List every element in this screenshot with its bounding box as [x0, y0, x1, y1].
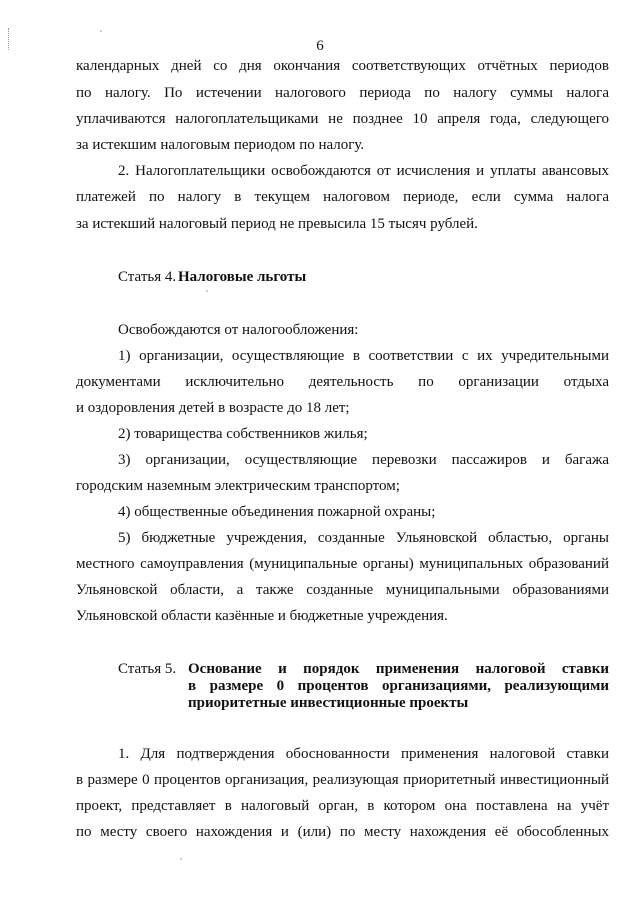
list-item: 1) организации, осуществляющие в соответствии с их учредительными — [118, 348, 609, 364]
article-title: Основание и порядок применения налоговой ставки — [188, 661, 609, 677]
text-line: и оздоровления детей в возрасте до 18 лет; — [76, 400, 350, 416]
article-label: Статья 5. — [118, 661, 177, 677]
page-number: 6 — [316, 38, 324, 54]
article-title: Налоговые льготы — [178, 269, 307, 285]
text-line: 2. Налогоплательщики освобождаются от исчисления и уплаты авансовых — [118, 163, 609, 179]
text-line: местного самоуправления (муниципальные органы) муниципальных образований — [76, 556, 609, 572]
article-label: Статья 4. — [118, 269, 177, 285]
scan-speck — [100, 30, 102, 32]
text-line: уплачиваются налогоплательщиками не позднее 10 апреля года, следующего — [76, 111, 609, 127]
text-line: в размере 0 процентов организация, реализующая приоритетный инвестиционный — [76, 772, 609, 788]
text-line: платежей по налогу в текущем налоговом периоде, если сумма налога — [76, 189, 609, 205]
list-item: 5) бюджетные учреждения, созданные Ульяновской областью, органы — [118, 530, 609, 546]
scan-speck — [180, 858, 182, 860]
article-title: приоритетные инвестиционные проекты — [188, 695, 469, 711]
text-line: Ульяновской области казённые и бюджетные учреждения. — [76, 608, 448, 624]
text-line: по месту своего нахождения и (или) по месту нахождения её обособленных — [76, 824, 609, 840]
article-title: в размере 0 процентов организациями, реализующими — [188, 678, 609, 694]
list-item: 4) общественные объединения пожарной охраны; — [118, 504, 436, 520]
text-line: проект, представляет в налоговый орган, в котором она поставлена на учёт — [76, 798, 609, 814]
scan-speck — [206, 290, 208, 292]
text-line: по налогу. По истечении налогового периода по налогу суммы налога — [76, 85, 609, 101]
text-line: документами исключительно деятельность по организации отдыха — [76, 374, 609, 390]
list-item: 3) организации, осуществляющие перевозки пассажиров и багажа — [118, 452, 609, 468]
text-line: 1. Для подтверждения обоснованности применения налоговой ставки — [118, 746, 609, 762]
text-line: за истекшим налоговым периодом по налогу. — [76, 137, 365, 153]
text-line: городским наземным электрическим транспортом; — [76, 478, 400, 494]
text-line: Ульяновской области, а также созданные муниципальными образованиями — [76, 582, 609, 598]
text-line: Освобождаются от налогообложения: — [118, 322, 359, 338]
text-line: за истекший налоговый период не превысила 15 тысяч рублей. — [76, 216, 478, 232]
list-item: 2) товарищества собственников жилья; — [118, 426, 368, 442]
text-line: календарных дней со дня окончания соответствующих отчётных периодов — [76, 58, 609, 74]
